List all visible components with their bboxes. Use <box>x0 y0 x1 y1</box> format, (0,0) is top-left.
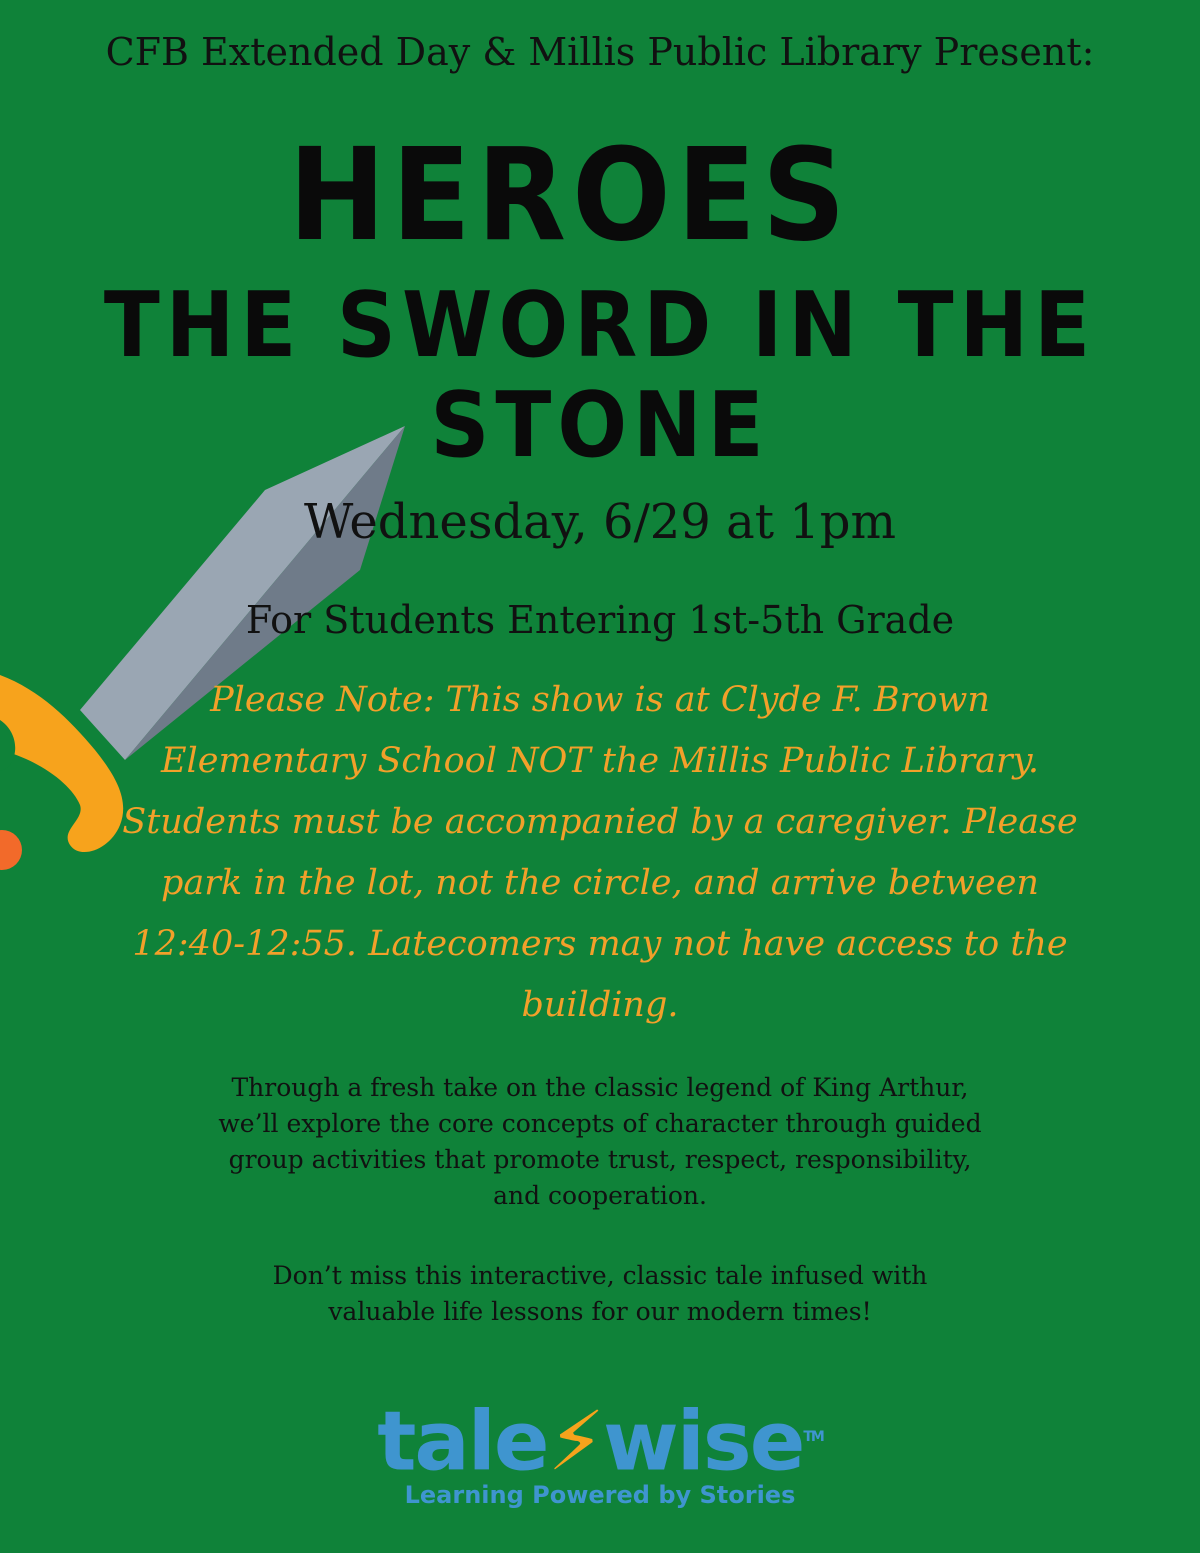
event-subtitle-line-2: STONE <box>430 373 770 478</box>
logo-part-1: tale <box>377 1394 548 1490</box>
logo-part-2: wise <box>603 1394 804 1490</box>
cta-line: valuable life lessons for our modern times! <box>328 1297 872 1326</box>
description-line: group activities that promote trust, respect, responsibility, <box>228 1145 972 1174</box>
description-line: Through a fresh take on the classic legend of King Arthur, <box>231 1073 969 1102</box>
note-line: Please Note: This show is at Clyde F. Brown <box>210 680 990 720</box>
event-title: HEROES <box>288 121 852 270</box>
description-block <box>150 1070 1050 1214</box>
note-line: Students must be accompanied by a caregiver. Please <box>122 802 1078 842</box>
presenter-line: CFB Extended Day & Millis Public Library Present: <box>105 30 1095 74</box>
cta-line: Don’t miss this interactive, classic tale infused with <box>272 1261 928 1290</box>
note-line: park in the lot, not the circle, and arrive between <box>161 863 1039 903</box>
note-block <box>60 670 1140 1036</box>
event-date: Wednesday, 6/29 at 1pm <box>303 494 897 550</box>
lightning-bolt-icon: ⚡ <box>547 1394 604 1490</box>
note-line: 12:40-12:55. Latecomers may not have access to the <box>132 924 1068 964</box>
event-subtitle-line-1: THE SWORD IN THE <box>103 273 1097 378</box>
audience-line: For Students Entering 1st-5th Grade <box>245 598 955 642</box>
cta-block <box>150 1258 1050 1330</box>
note-line: building. <box>521 985 679 1025</box>
description-line: and cooperation. <box>493 1181 707 1210</box>
trademark-mark: TM <box>803 1429 823 1445</box>
logo-tagline: Learning Powered by Stories <box>404 1481 796 1510</box>
logo-wordmark <box>0 1392 1200 1490</box>
description-line: we’ll explore the core concepts of character through guided <box>218 1109 982 1138</box>
talewise-logo <box>0 1392 1200 1509</box>
note-line: Elementary School NOT the Millis Public Library. <box>160 741 1039 781</box>
